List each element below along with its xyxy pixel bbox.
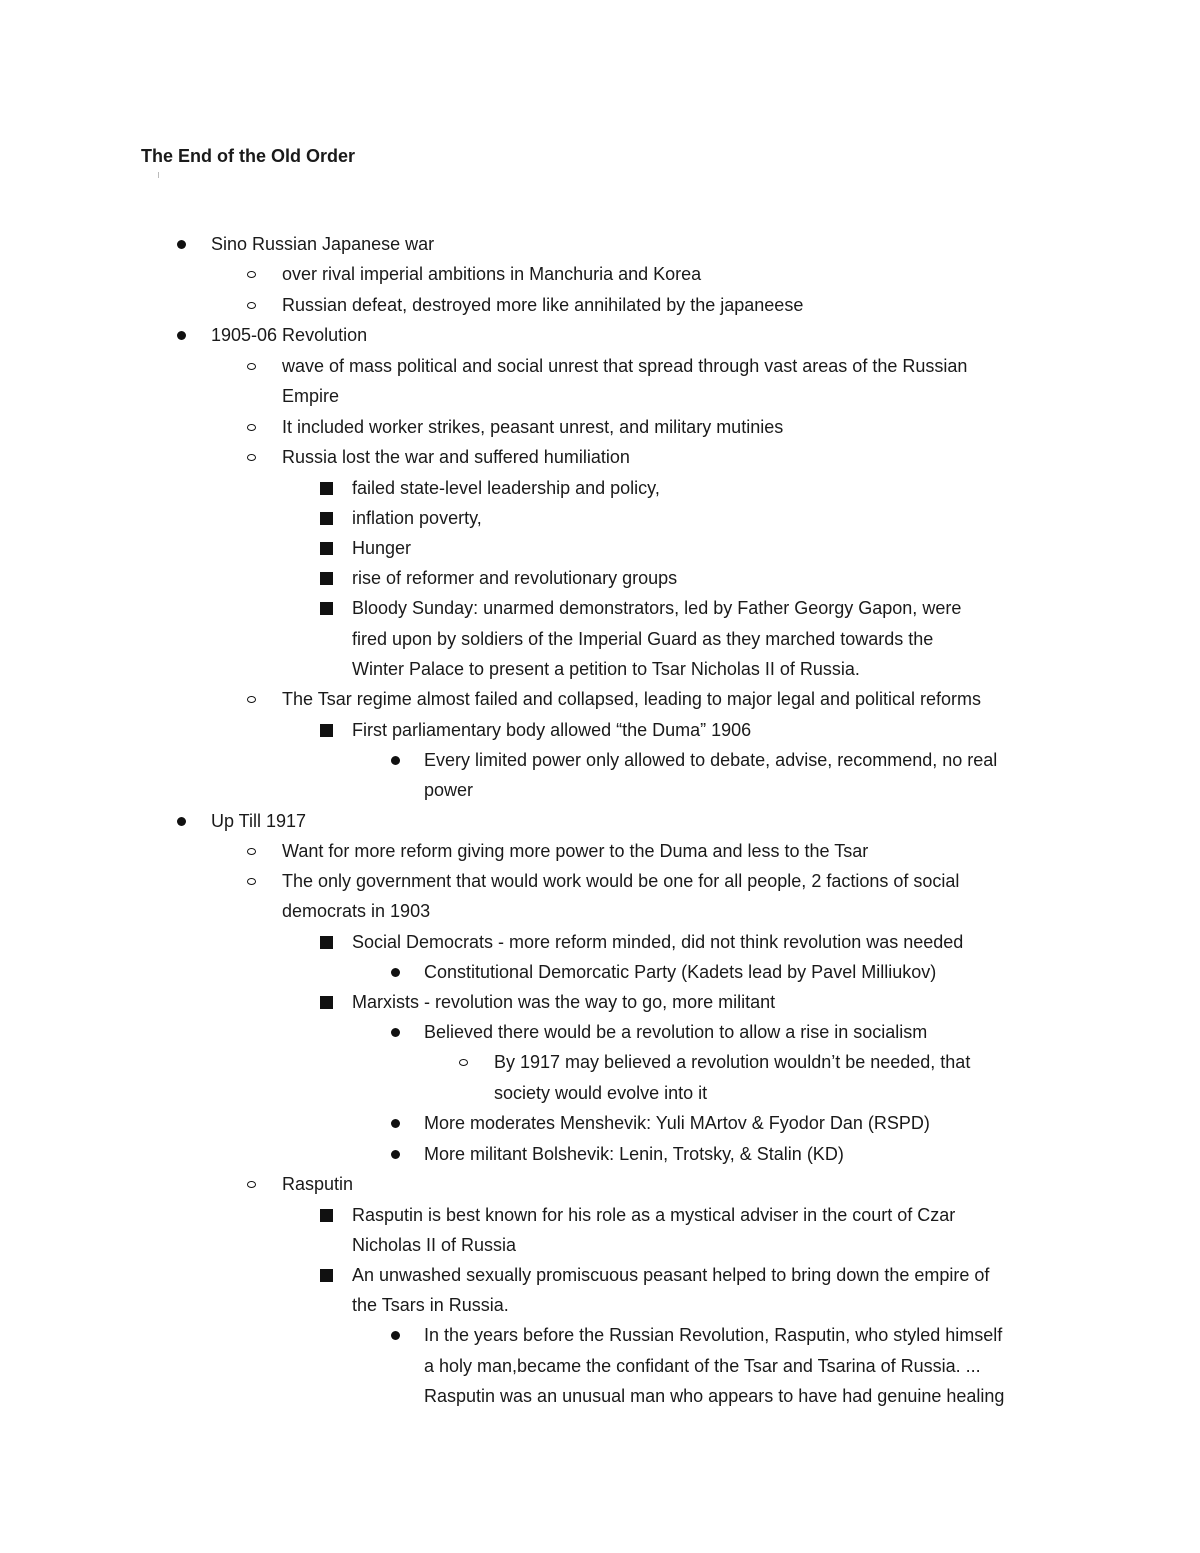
list-item-text: Want for more reform giving more power to the Duma and less to the Tsar <box>282 841 869 861</box>
list-item-text: Russian defeat, destroyed more like annihilated by the japaneese <box>282 295 804 315</box>
list-item-text: Russia lost the war and suffered humiliation <box>282 447 630 467</box>
list-item-text: More militant Bolshevik: Lenin, Trotsky, & Stalin (KD) <box>424 1144 844 1164</box>
disc-bullet-icon <box>391 756 400 765</box>
list-item-text: It included worker strikes, peasant unrest, and military mutinies <box>282 417 784 437</box>
list-item-text: By 1917 may believed a revolution wouldn’t be needed, that <box>494 1052 971 1072</box>
list-item-text: Every limited power only allowed to debate, advise, recommend, no real <box>424 750 998 770</box>
list-item-text: Rasputin is best known for his role as a mystical adviser in the court of Czar <box>352 1205 956 1225</box>
disc-bullet-icon <box>391 1150 400 1159</box>
list-item-text: a holy man,became the confidant of the Tsar and Tsarina of Russia. ... <box>424 1356 981 1376</box>
disc-bullet-icon <box>391 1331 400 1340</box>
list-item-text: Empire <box>282 386 340 406</box>
list-item-text: power <box>424 780 474 800</box>
list-item-text: Constitutional Demorcatic Party (Kadets lead by Pavel Milliukov) <box>424 962 937 982</box>
list-item-text: Rasputin was an unusual man who appears to have had genuine healing <box>424 1386 1005 1406</box>
list-item-text: The Tsar regime almost failed and collapsed, leading to major legal and political reforms <box>282 689 982 709</box>
list-item-text: fired upon by soldiers of the Imperial Guard as they marched towards the <box>352 629 934 649</box>
circle-bullet-icon <box>247 363 256 370</box>
list-item-text: First parliamentary body allowed “the Duma” 1906 <box>352 720 752 740</box>
disc-bullet-icon <box>177 331 186 340</box>
list-item-text: society would evolve into it <box>494 1083 708 1103</box>
square-bullet-icon <box>320 482 333 495</box>
list-item-text: Up Till 1917 <box>211 811 307 831</box>
disc-bullet-icon <box>177 240 186 249</box>
circle-bullet-icon <box>247 878 256 885</box>
square-bullet-icon <box>320 724 333 737</box>
disc-bullet-icon <box>391 1028 400 1037</box>
disc-bullet-icon <box>177 817 186 826</box>
list-item-text: 1905-06 Revolution <box>211 325 368 345</box>
square-bullet-icon <box>320 572 333 585</box>
circle-bullet-icon <box>247 848 256 855</box>
margin-mark <box>158 172 159 178</box>
list-item-text: An unwashed sexually promiscuous peasant helped to bring down the empire of <box>352 1265 990 1285</box>
square-bullet-icon <box>320 542 333 555</box>
list-item-text: Winter Palace to present a petition to Tsar Nicholas II of Russia. <box>352 659 860 679</box>
list-item-text: the Tsars in Russia. <box>352 1295 509 1315</box>
list-item-text: Believed there would be a revolution to allow a rise in socialism <box>424 1022 928 1042</box>
list-item-text: over rival imperial ambitions in Manchuria and Korea <box>282 264 702 284</box>
circle-bullet-icon <box>247 271 256 278</box>
list-item-text: wave of mass political and social unrest that spread through vast areas of the Russian <box>282 356 968 376</box>
circle-bullet-icon <box>247 454 256 461</box>
square-bullet-icon <box>320 1269 333 1282</box>
square-bullet-icon <box>320 996 333 1009</box>
list-item-text: rise of reformer and revolutionary groups <box>352 568 678 588</box>
list-item-text: Bloody Sunday: unarmed demonstrators, led by Father Georgy Gapon, were <box>352 598 962 618</box>
circle-bullet-icon <box>247 1181 256 1188</box>
circle-bullet-icon <box>247 424 256 431</box>
list-item-text: failed state-level leadership and policy, <box>352 478 660 498</box>
square-bullet-icon <box>320 602 333 615</box>
square-bullet-icon <box>320 936 333 949</box>
list-item-text: Marxists - revolution was the way to go, more militant <box>352 992 776 1012</box>
list-item-text: In the years before the Russian Revolution, Rasputin, who styled himself <box>424 1325 1003 1345</box>
list-item-text: Sino Russian Japanese war <box>211 234 435 254</box>
circle-bullet-icon <box>247 302 256 309</box>
list-item-text: Social Democrats - more reform minded, did not think revolution was needed <box>352 932 964 952</box>
list-item-text: More moderates Menshevik: Yuli MArtov & Fyodor Dan (RSPD) <box>424 1113 930 1133</box>
square-bullet-icon <box>320 512 333 525</box>
list-item-text: democrats in 1903 <box>282 901 431 921</box>
list-item-text: Nicholas II of Russia <box>352 1235 517 1255</box>
page-title: The End of the Old Order <box>141 146 356 166</box>
circle-bullet-icon <box>459 1059 468 1066</box>
circle-bullet-icon <box>247 696 256 703</box>
disc-bullet-icon <box>391 968 400 977</box>
list-item-text: The only government that would work would be one for all people, 2 factions of social <box>282 871 960 891</box>
list-item-text: Hunger <box>352 538 412 558</box>
square-bullet-icon <box>320 1209 333 1222</box>
list-item-text: Rasputin <box>282 1174 354 1194</box>
list-item-text: inflation poverty, <box>352 508 482 528</box>
disc-bullet-icon <box>391 1119 400 1128</box>
